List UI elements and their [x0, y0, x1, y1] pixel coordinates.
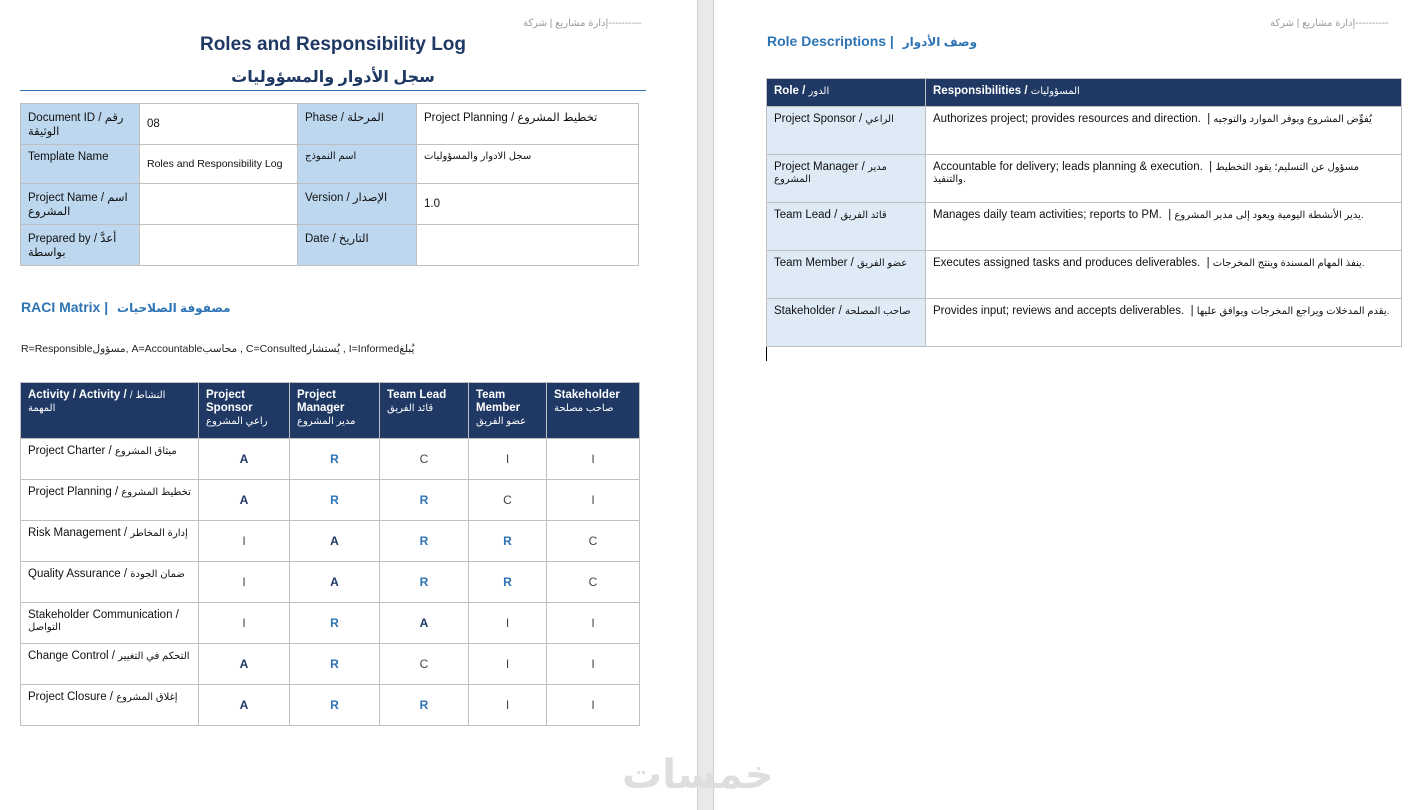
raci-value-team-member[interactable]: C: [469, 480, 547, 521]
raci-value-team-lead[interactable]: C: [380, 439, 469, 480]
raci-value-stakeholder[interactable]: I: [547, 603, 640, 644]
table-row: [21, 562, 640, 603]
raci-value-team-member[interactable]: R: [469, 521, 547, 562]
page-title: Roles and Responsibility Log: [199, 34, 467, 55]
raci-col-activity: Activity / Activity / النشاط / المهمة: [21, 383, 199, 439]
raci-value-team-lead[interactable]: C: [380, 644, 469, 685]
raci-value-manager[interactable]: A: [290, 521, 380, 562]
raci-value-stakeholder[interactable]: I: [547, 644, 640, 685]
header-note: إدارة مشاريع | شركة----------: [523, 18, 642, 29]
version-label: Version / الإصدار: [298, 184, 417, 225]
template-name-label-ar: اسم النموذج: [298, 145, 417, 184]
roles-heading: [767, 33, 977, 49]
role-name-cell: Project Sponsor / الراعي: [767, 107, 926, 155]
roles-col-role: Role / الدور: [767, 79, 926, 107]
date-label: Date / التاريخ: [298, 225, 417, 266]
raci-legend: R=Responsibleمسؤول, A=Accountableمحاسب , C=Consultedيُستشار , I=Informedيُبلغ: [21, 343, 415, 355]
role-responsibility-cell[interactable]: Executes assigned tasks and produces deliverables. | ينفذ المهام المسندة وينتج المخرجات.: [926, 251, 1402, 299]
table-row: [21, 480, 640, 521]
phase-value[interactable]: Project Planning / تخطيط المشروع: [417, 104, 639, 145]
raci-activity-cell: Risk Management / إدارة المخاطر: [21, 521, 199, 562]
raci-value-manager[interactable]: R: [290, 439, 380, 480]
role-responsibility-cell[interactable]: Provides input; reviews and accepts deliverables. | يقدم المدخلات ويراجع المخرجات ويوافق عليها.: [926, 299, 1402, 347]
document-info-table: [20, 103, 639, 266]
role-descriptions-table: [766, 78, 1402, 347]
roles-heading-en: Role Descriptions |: [767, 33, 894, 49]
raci-value-team-member[interactable]: I: [469, 644, 547, 685]
role-responsibility-cell[interactable]: Authorizes project; provides resources and direction. | يُفوِّض المشروع ويوفر الموارد والتوجيه: [926, 107, 1402, 155]
phase-label: Phase / المرحلة: [298, 104, 417, 145]
page-left: [0, 0, 697, 810]
table-row: [767, 203, 1402, 251]
roles-heading-ar: وصف الأدوار: [902, 35, 978, 49]
date-value[interactable]: [417, 225, 639, 266]
role-name-cell: Team Member / عضو الفريق: [767, 251, 926, 299]
table-row: [767, 299, 1402, 347]
template-name-label: Template Name: [21, 145, 140, 184]
raci-activity-cell: Change Control / التحكم في التغيير: [21, 644, 199, 685]
raci-col-sponsor: Project Sponsor راعي المشروع: [199, 383, 290, 439]
raci-value-manager[interactable]: R: [290, 480, 380, 521]
raci-col-manager: Project Manager مدير المشروع: [290, 383, 380, 439]
version-value[interactable]: 1.0: [417, 184, 639, 225]
raci-activity-cell: Project Planning / تخطيط المشروع: [21, 480, 199, 521]
raci-value-sponsor[interactable]: I: [199, 521, 290, 562]
raci-value-manager[interactable]: R: [290, 685, 380, 726]
raci-value-sponsor[interactable]: A: [199, 685, 290, 726]
raci-activity-cell: Stakeholder Communication / التواصل: [21, 603, 199, 644]
raci-value-team-lead[interactable]: R: [380, 562, 469, 603]
raci-value-sponsor[interactable]: I: [199, 603, 290, 644]
watermark-logo: خمسات: [622, 753, 774, 797]
raci-value-team-member[interactable]: I: [469, 439, 547, 480]
raci-value-team-member[interactable]: I: [469, 685, 547, 726]
raci-value-team-lead[interactable]: A: [380, 603, 469, 644]
raci-value-team-lead[interactable]: R: [380, 521, 469, 562]
table-row: [767, 251, 1402, 299]
table-row: [767, 155, 1402, 203]
role-name-cell: Stakeholder / صاحب المصلحة: [767, 299, 926, 347]
table-row: [767, 107, 1402, 155]
header-note-right: إدارة مشاريع | شركة----------: [1270, 18, 1389, 29]
doc-id-label: Document ID / رقم الوثيقة: [21, 104, 140, 145]
page-title-arabic: سجل الأدوار والمسؤوليات: [231, 69, 435, 86]
page-right: [714, 0, 1417, 810]
raci-heading-ar: مصفوفة الصلاحيات: [117, 301, 231, 315]
raci-activity-cell: Quality Assurance / ضمان الجودة: [21, 562, 199, 603]
template-name-value-ar[interactable]: سجل الادوار والمسؤوليات: [417, 145, 639, 184]
raci-col-team-member: Team Member عضو الفريق: [469, 383, 547, 439]
raci-value-team-lead[interactable]: R: [380, 685, 469, 726]
raci-matrix-table: [20, 382, 640, 726]
raci-value-sponsor[interactable]: A: [199, 439, 290, 480]
table-row: [21, 439, 640, 480]
project-name-value[interactable]: [140, 184, 298, 225]
raci-value-stakeholder[interactable]: I: [547, 439, 640, 480]
table-row: [21, 225, 639, 266]
raci-value-team-member[interactable]: I: [469, 603, 547, 644]
text-cursor: [766, 347, 767, 361]
raci-value-stakeholder[interactable]: I: [547, 685, 640, 726]
raci-heading-en: RACI Matrix |: [21, 299, 109, 315]
table-row: [21, 184, 639, 225]
raci-header-row: [21, 383, 640, 439]
raci-value-team-member[interactable]: R: [469, 562, 547, 603]
raci-col-stakeholder: Stakeholder صاحب مصلحة: [547, 383, 640, 439]
roles-col-responsibilities: Responsibilities / المسؤوليات: [926, 79, 1402, 107]
role-responsibility-cell[interactable]: Accountable for delivery; leads planning & execution. | مسؤول عن التسليم؛ يقود التخطيط والتنفيذ.: [926, 155, 1402, 203]
raci-value-manager[interactable]: A: [290, 562, 380, 603]
table-row: [21, 644, 640, 685]
prepared-by-label: Prepared by / أعدَّ بواسطة: [21, 225, 140, 266]
template-name-value[interactable]: Roles and Responsibility Log: [140, 145, 298, 184]
title-underline: [20, 90, 646, 91]
project-name-label: Project Name / اسم المشروع: [21, 184, 140, 225]
raci-col-team-lead: Team Lead قائد الفريق: [380, 383, 469, 439]
table-row: [21, 685, 640, 726]
table-row: [21, 145, 639, 184]
raci-value-stakeholder[interactable]: C: [547, 562, 640, 603]
role-responsibility-cell[interactable]: Manages daily team activities; reports to PM. | يدير الأنشطة اليومية ويعود إلى مدير المشروع.: [926, 203, 1402, 251]
raci-value-sponsor[interactable]: A: [199, 644, 290, 685]
raci-heading: [21, 299, 231, 315]
raci-value-stakeholder[interactable]: I: [547, 480, 640, 521]
table-row: [21, 521, 640, 562]
raci-value-stakeholder[interactable]: C: [547, 521, 640, 562]
raci-value-sponsor[interactable]: A: [199, 480, 290, 521]
raci-value-manager[interactable]: R: [290, 603, 380, 644]
page-separator: [697, 0, 714, 810]
role-name-cell: Team Lead / قائد الفريق: [767, 203, 926, 251]
roles-header-row: [767, 79, 1402, 107]
table-row: [21, 104, 639, 145]
doc-id-value[interactable]: 08: [140, 104, 298, 145]
table-row: [21, 603, 640, 644]
role-name-cell: Project Manager / مدير المشروع: [767, 155, 926, 203]
raci-activity-cell: Project Charter / ميثاق المشروع: [21, 439, 199, 480]
raci-value-sponsor[interactable]: I: [199, 562, 290, 603]
prepared-by-value[interactable]: [140, 225, 298, 266]
raci-value-team-lead[interactable]: R: [380, 480, 469, 521]
raci-value-manager[interactable]: R: [290, 644, 380, 685]
raci-activity-cell: Project Closure / إغلاق المشروع: [21, 685, 199, 726]
